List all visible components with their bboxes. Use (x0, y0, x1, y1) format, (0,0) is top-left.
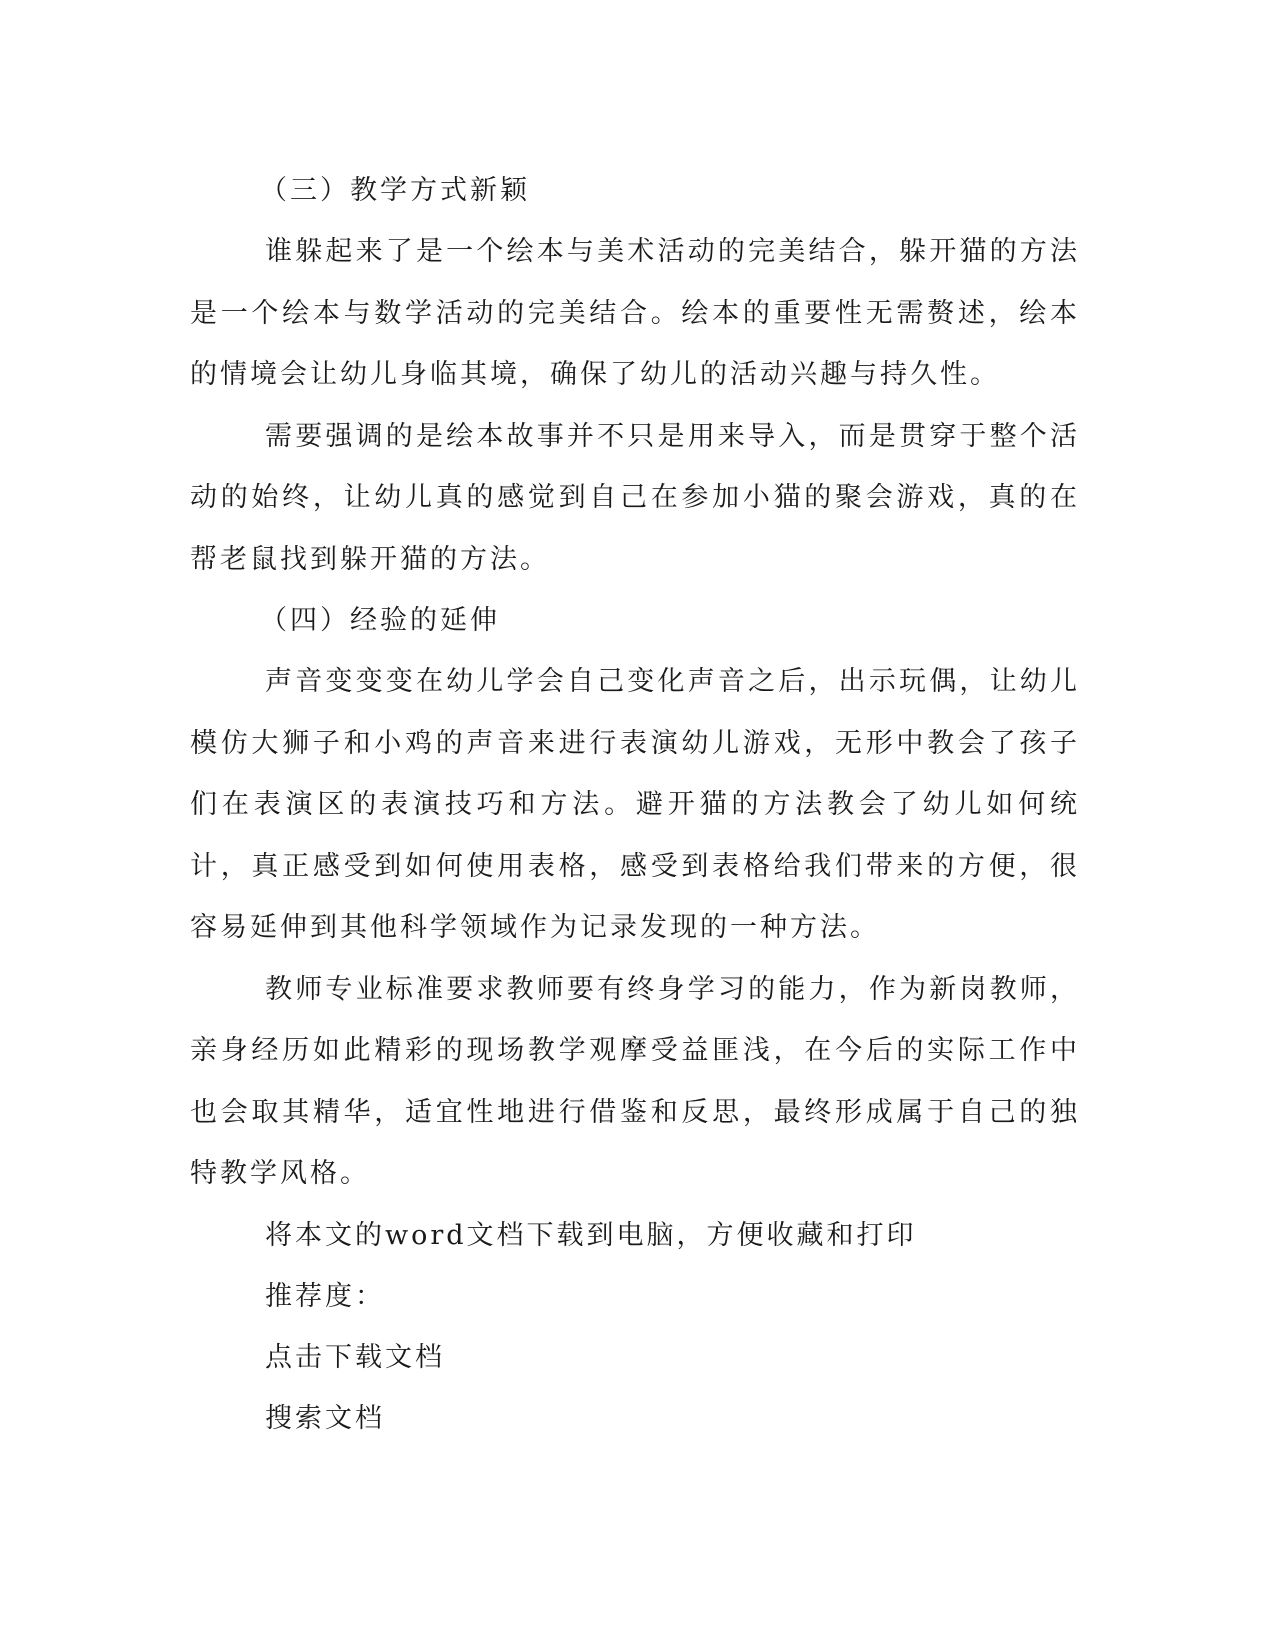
document-body (190, 160, 1080, 1449)
search-document-link[interactable]: 搜索文档 (265, 1402, 385, 1434)
download-hint: 将本文的word文档下载到电脑，方便收藏和打印 (265, 1219, 917, 1251)
download-document-link[interactable]: 点击下载文档 (265, 1341, 445, 1373)
section-heading-3: （三）教学方式新颖 (260, 175, 530, 206)
section-heading-4: （四）经验的延伸 (260, 605, 500, 636)
paragraph-2: 需要强调的是绘本故事并不只是用来导入，而是贯穿于整个活动的始终，让幼儿真的感觉到自己在参加小猫的聚会游戏，真的在帮老鼠找到躲开猫的方法。 (190, 420, 1080, 575)
paragraph-3: 声音变变变在幼儿学会自己变化声音之后，出示玩偶，让幼儿模仿大狮子和小鸡的声音来进行表演幼儿游戏，无形中教会了孩子们在表演区的表演技巧和方法。避开猫的方法教会了幼儿如何统计，真正感受到如何使用表格，感受到表格给我们带来的方便，很容易延伸到其他科学领域作为记录发现的一种方法。 (190, 666, 1080, 943)
paragraph-1: 谁躲起来了是一个绘本与美术活动的完美结合，躲开猫的方法是一个绘本与数学活动的完美结合。绘本的重要性无需赘述，绘本的情境会让幼儿身临其境，确保了幼儿的活动兴趣与持久性。 (190, 236, 1080, 390)
recommend-label: 推荐度： (265, 1280, 385, 1312)
paragraph-4: 教师专业标准要求教师要有终身学习的能力，作为新岗教师，亲身经历如此精彩的现场教学观摩受益匪浅，在今后的实际工作中也会取其精华，适宜性地进行借鉴和反思，最终形成属于自己的独特教学风格。 (190, 973, 1080, 1189)
